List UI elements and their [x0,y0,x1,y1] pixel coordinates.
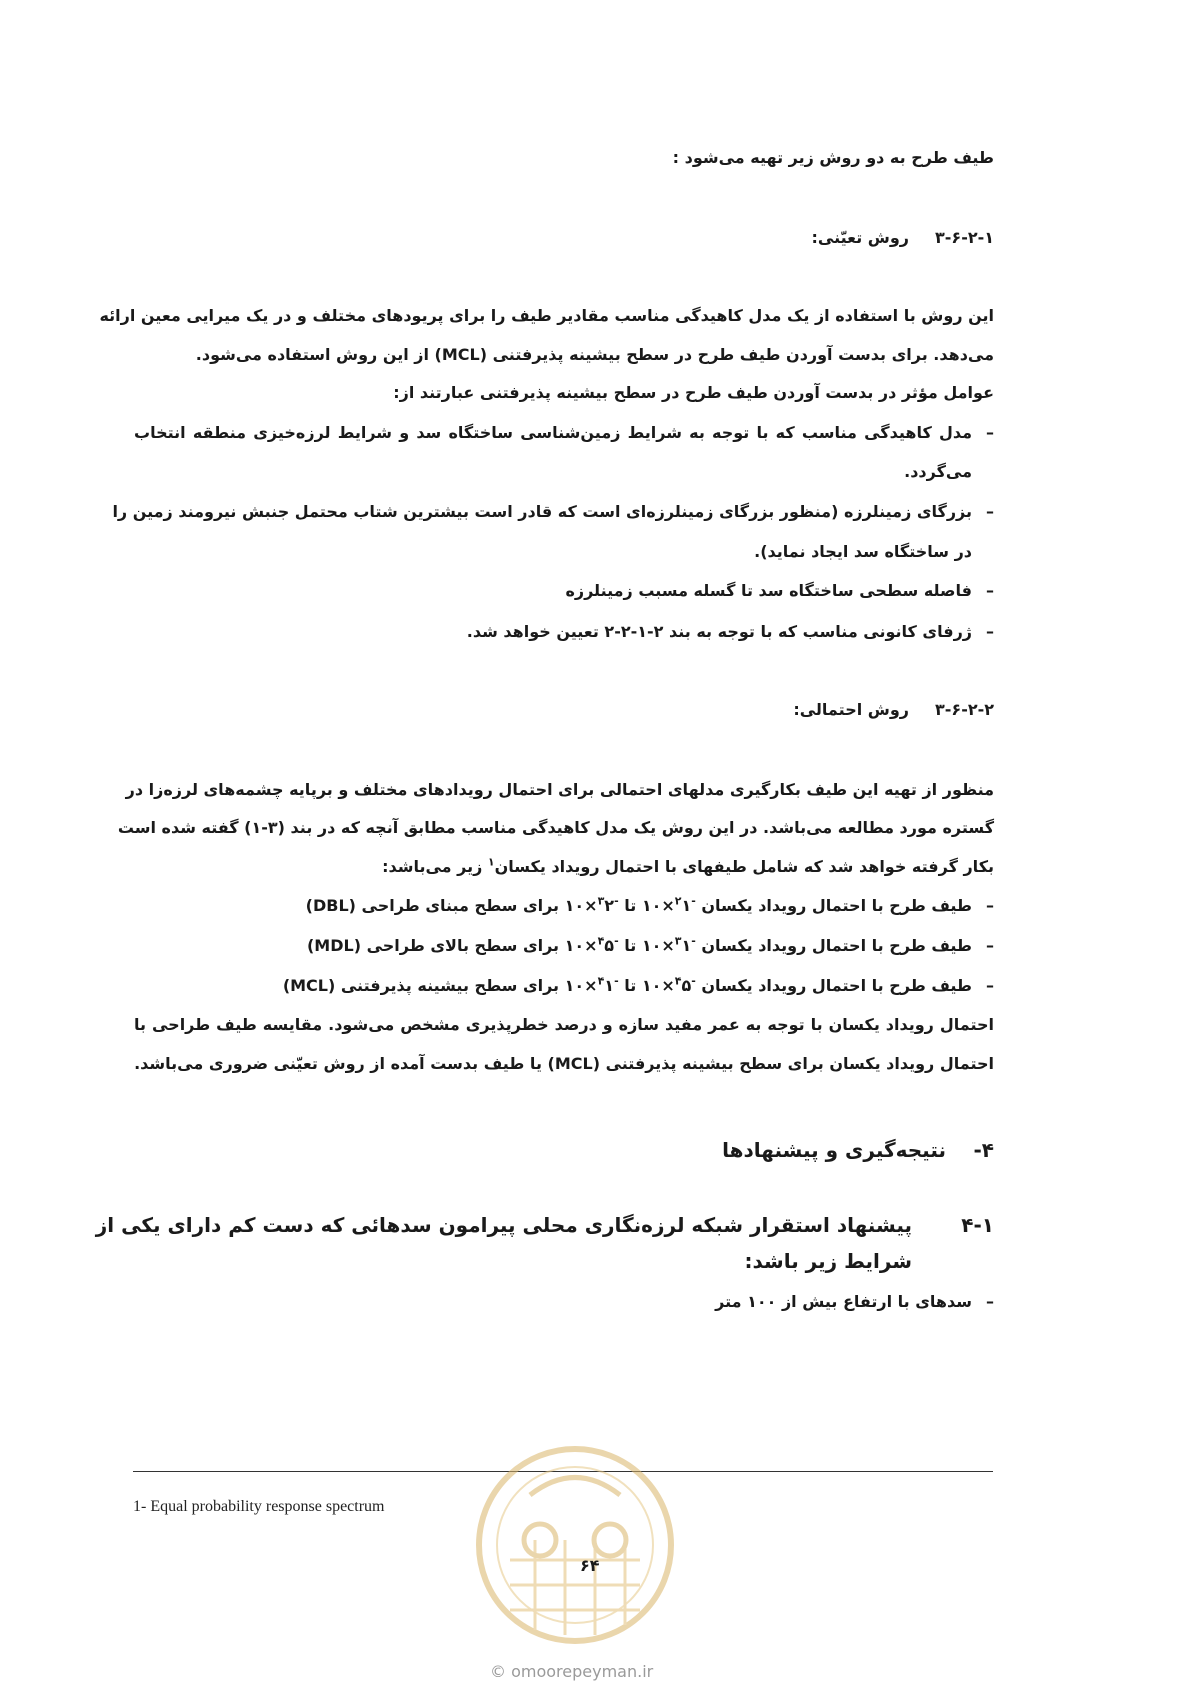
bullet-text: برای سطح بیشینه پذیرفتنی (MCL) [282,976,560,995]
bullet-text: بزرگای زمینلرزه (منظور بزرگای زمینلرزه‌ای است که قادر است بیشترین شتاب محتمل جنبش نیرومند زمین را [112,502,972,521]
exponent: -۳ [674,934,696,948]
paragraph-line: عوامل مؤثر در بدست آوردن طیف طرح در سطح بیشینه پذیرفتنی عبارتند از: [393,383,994,402]
bullet-text: برای سطح مبنای طراحی (DBL) [305,896,560,915]
exponent: -۳ [597,894,619,908]
chapter-title: نتیجه‌گیری و پیشنهادها [722,1138,946,1162]
paragraph-text: زیر می‌باشد: [382,857,483,876]
paragraph-line: احتمال رویداد یکسان با توجه به عمر مفید سازه و درصد خطرپذیری مشخص می‌شود. مقایسه طیف طراحی با [134,1015,994,1034]
exponent: -۴ [597,934,619,948]
footnote-reference: ۱ [487,855,495,869]
bullet-text: فاصله سطحی ساختگاه سد تا گسله مسبب زمینلرزه [565,581,972,600]
paragraph-line: این روش با استفاده از یک مدل کاهیدگی مناسب مقادیر طیف را برای پریودهای مختلف و در یک میرایی معین ارائه [99,306,994,325]
exponent: -۴ [597,974,619,988]
bullet-item [134,1292,994,1312]
paragraph-text: بکار گرفته خواهد شد که شامل طیفهای با احتمال رویداد یکسان [494,857,994,876]
dash-mark: – [986,581,994,600]
watermark-url: © omoorepeyman.ir [490,1662,654,1681]
bullet-item [112,502,994,522]
bullet-item [134,936,994,956]
dash-mark: – [986,896,994,915]
section-heading-3-6-2-1 [134,228,994,248]
subheading-line: پیشنهاد استقرار شبکه لرزه‌نگاری محلی پیرامون سدهائی که دست کم دارای یکی از [95,1213,912,1237]
bullet-text: سدهای با ارتفاع بیش از ۱۰۰ متر [715,1292,972,1311]
bullet-text: ژرفای کانونی مناسب که با توجه به بند ۲-۱-۲-۲ تعیین خواهد شد. [466,622,972,641]
bullet-text: مدل کاهیدگی مناسب که با توجه به شرایط زمین‌شناسی ساختگاه سد و شرایط لرزه‌خیزی منطقه انتخاب [134,423,972,442]
chapter-heading [86,1137,946,1163]
page-number: ۶۴ [580,1556,600,1575]
section-title: روش تعیّنی: [811,228,910,247]
dash-mark: – [986,936,994,955]
bullet-text: طیف طرح با احتمال رویداد یکسان [701,896,972,915]
bullet-text: طیف طرح با احتمال رویداد یکسان [701,936,972,955]
watermark-seal-logo [470,1440,680,1650]
footnote-text: 1- Equal probability response spectrum [133,1498,385,1515]
dash-mark: – [986,1292,994,1311]
value: ۱×۱۰ [641,936,692,955]
section-title: روش احتمالی: [793,700,910,719]
value: ۱×۱۰ [564,976,615,995]
value: ۵×۱۰ [564,936,615,955]
bullet-continuation: در ساختگاه سد ایجاد نماید). [754,542,972,561]
paragraph-line: احتمال رویداد یکسان برای سطح بیشینه پذیرفتنی (MCL) یا طیف بدست آمده از روش تعیّنی ضروری می‌باشد. [134,1054,994,1073]
exponent: -۴ [674,974,696,988]
word: تا [624,896,637,915]
bullet-item [134,896,994,916]
subheading-line: شرایط زیر باشد: [744,1249,912,1273]
paragraph-line: می‌دهد. برای بدست آوردن طیف طرح در سطح بیشینه پذیرفتنی (MCL) از این روش استفاده می‌شود. [195,345,994,364]
section-number: ۳-۶-۲-۱ [935,228,994,247]
paragraph-line: گستره مورد مطالعه می‌باشد. در این روش یک مدل کاهیدگی مناسب مطابق آنچه که در بند (۳-۱) گفته شده است [117,818,994,837]
word: تا [624,936,637,955]
bullet-item [134,976,994,996]
dash-mark: – [986,976,994,995]
section-heading-3-6-2-2 [134,700,994,720]
paragraph-line: منظور از تهیه این طیف بکارگیری مدلهای احتمالی برای احتمال رویدادهای مختلف و برپایه چشمه‌های لرزه‌زا در [125,780,994,799]
bullet-continuation: می‌گردد. [904,462,972,481]
intro-line: طیف طرح به دو روش زیر تهیه می‌شود : [672,148,994,167]
bullet-item [134,423,994,443]
subheading-number: ۴-۱ [961,1213,994,1237]
bullet-text: طیف طرح با احتمال رویداد یکسان [701,976,972,995]
dash-mark: – [986,423,994,442]
bullet-text: برای سطح بالای طراحی (MDL) [306,936,560,955]
value: ۲×۱۰ [564,896,615,915]
value: ۵×۱۰ [641,976,692,995]
bullet-item [134,581,994,601]
word: تا [624,976,637,995]
bullet-item [134,622,994,642]
dash-mark: – [986,502,994,521]
paragraph-line [134,857,994,877]
chapter-number: ۴- [973,1138,994,1162]
exponent: -۲ [674,894,696,908]
section-number: ۳-۶-۲-۲ [935,700,994,719]
dash-mark: – [986,622,994,641]
watermark-url-text: omoorepeyman.ir [511,1662,654,1681]
value: ۱×۱۰ [641,896,692,915]
